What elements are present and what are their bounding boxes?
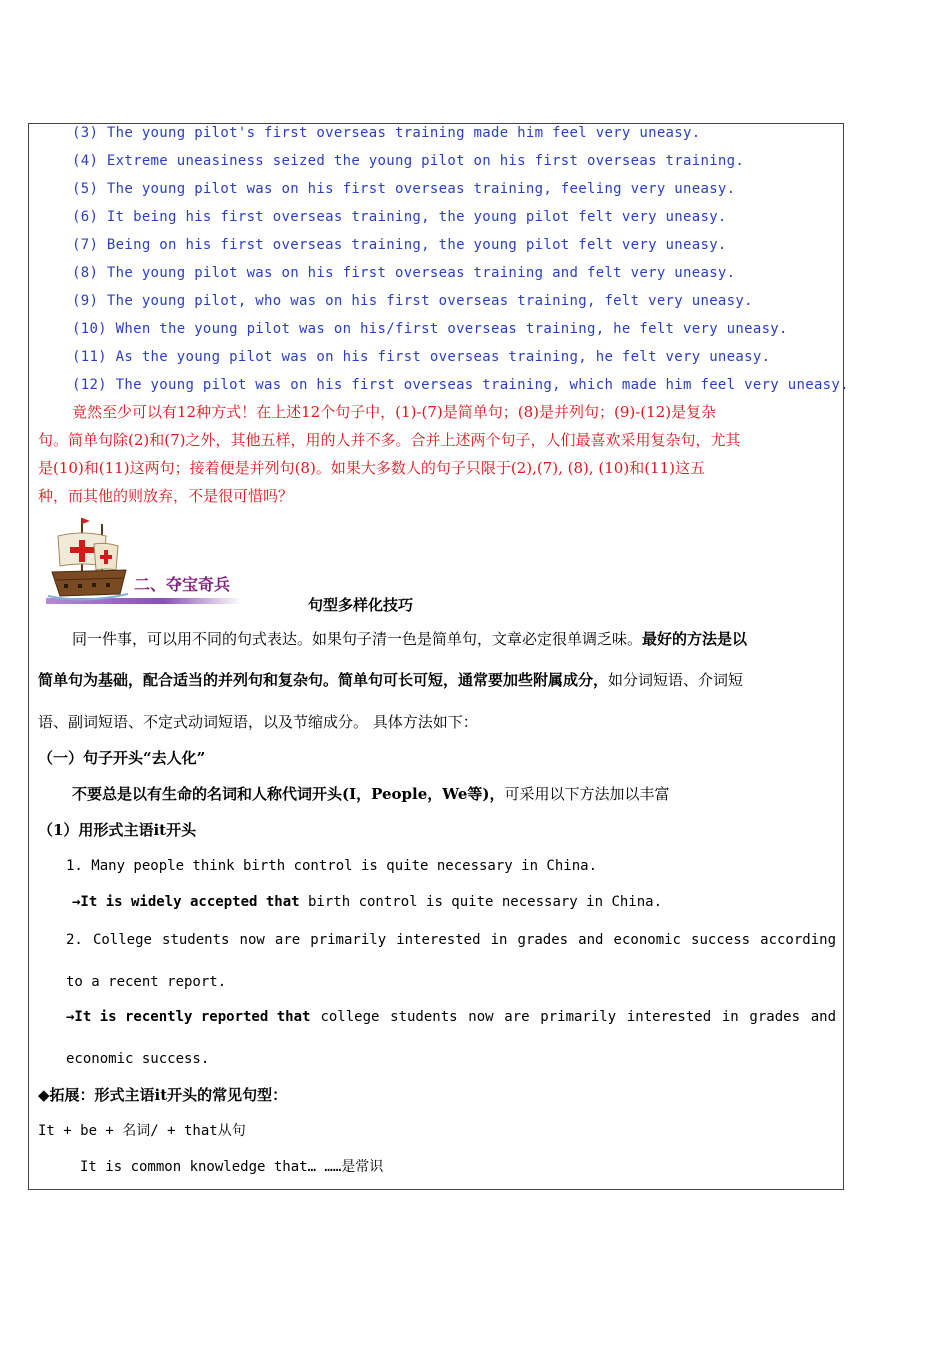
example-sentence: (5) The young pilot was on his first overseas training, feeling very uneasy. xyxy=(72,181,736,197)
example-sentence: (8) The young pilot was on his first overseas training and felt very uneasy. xyxy=(72,265,736,281)
rewrite-emphasis: →It is widely accepted that xyxy=(72,894,300,910)
intro-line-3: 语、副词短语、不定式动词短语，以及节缩成分。 具体方法如下： xyxy=(38,713,478,731)
section-badge-label: 二、夺宝奇兵 xyxy=(134,575,231,594)
rewrite-text: college students now are primarily interested in grades and xyxy=(320,1009,836,1025)
commentary-line: 是(10)和(11)这两句；接着便是并列句(8)。如果大多数人的句子只限于(2),(7), (8), (10)和(11)这五 xyxy=(38,459,705,477)
content-frame xyxy=(28,123,844,1190)
commentary-line: 种，而其他的则放弃，不是很可惜吗？ xyxy=(38,487,294,505)
heading-formal-subject: （1）用形式主语it开头 xyxy=(38,821,197,839)
intro-text: 同一件事，可以用不同的句式表达。如果句子清一色是简单句，文章必定很单调乏味。 xyxy=(72,630,643,648)
example-sentence: (3) The young pilot's first overseas training made him feel very uneasy. xyxy=(72,125,701,141)
sentence-pattern: It + be + 名词/ + that从句 xyxy=(38,1123,246,1139)
extension-heading: ◆拓展：形式主语it开头的常见句型： xyxy=(38,1086,288,1104)
intro-line-2 xyxy=(38,670,743,690)
intro-line-1 xyxy=(72,629,747,649)
commentary-line: 竟然至少可以有12种方式！在上述12个句子中，(1)-(7)是简单句；(8)是并列句；(9)-(12)是复杂 xyxy=(72,403,717,421)
example-sentence: (9) The young pilot, who was on his first overseas training, felt very uneasy. xyxy=(72,293,753,309)
intro-emphasis: 简单句为基础，配合适当的并列句和复杂句。简单句可长可短，通常要加些附属成分， xyxy=(38,671,609,689)
rule-emphasis: 不要总是以有生命的名词和人称代词开头(I，People，We等)， xyxy=(72,785,505,803)
intro-text: 如分词短语、介词短 xyxy=(608,671,744,689)
example-sentence: (4) Extreme uneasiness seized the young pilot on his first overseas training. xyxy=(72,153,745,169)
intro-emphasis: 最好的方法是以 xyxy=(642,630,748,648)
heading-sentence-start: （一）句子开头“去人化” xyxy=(38,749,206,767)
example-sentence: (12) The young pilot was on his first overseas training, which made him feel very uneasy. xyxy=(72,377,849,393)
rule-line xyxy=(72,784,670,804)
example-2-line-2: to a recent report. xyxy=(66,974,227,990)
example-2-rewrite-line-2: economic success. xyxy=(66,1051,210,1067)
section-badge xyxy=(44,514,244,610)
example-1: 1. Many people think birth control is quite necessary in China. xyxy=(66,858,598,874)
example-sentence: (7) Being on his first overseas training, the young pilot felt very uneasy. xyxy=(72,237,727,253)
ship-icon xyxy=(44,514,244,610)
example-sentence: (10) When the young pilot was on his/first overseas training, he felt very uneasy. xyxy=(72,321,788,337)
example-sentence: (6) It being his first overseas training, the young pilot felt very uneasy. xyxy=(72,209,727,225)
commentary-line: 句。简单句除(2)和(7)之外，其他五样，用的人并不多。合并上述两个句子，人们最喜欢采用复杂句，尤其 xyxy=(38,431,741,449)
example-2-rewrite xyxy=(66,1007,836,1027)
rewrite-emphasis: →It is recently reported that xyxy=(66,1009,311,1025)
example-2-line-1: 2. College students now are primarily interested in grades and economic success according xyxy=(66,932,836,948)
rewrite-text: birth control is quite necessary in China. xyxy=(299,894,663,910)
example-sentence: (11) As the young pilot was on his first overseas training, he felt very uneasy. xyxy=(72,349,771,365)
rule-text: 可采用以下方法加以丰富 xyxy=(504,785,670,803)
section-title: 句型多样化技巧 xyxy=(308,596,414,614)
sentence-pattern-example: It is common knowledge that… ……是常识 xyxy=(80,1159,384,1175)
example-1-rewrite xyxy=(72,892,662,912)
